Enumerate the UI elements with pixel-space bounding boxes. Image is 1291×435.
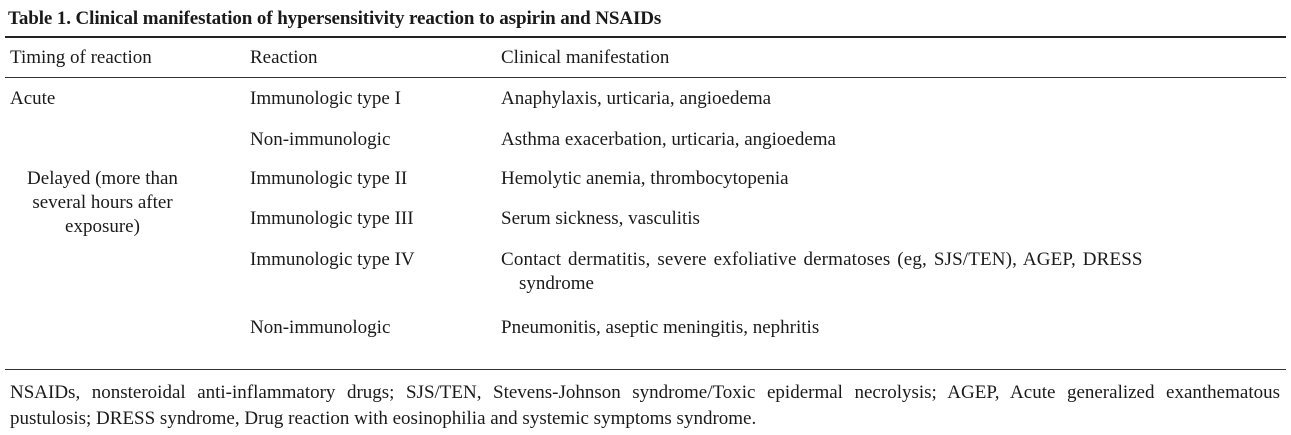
row-reaction: Non-immunologic — [250, 129, 391, 150]
timing-delayed-line: several hours after — [32, 192, 173, 213]
timing-delayed-line: Delayed (more than — [27, 168, 178, 189]
row-reaction: Immunologic type I — [250, 88, 401, 109]
row-reaction: Immunologic type II — [250, 168, 408, 189]
timing-delayed — [10, 167, 195, 239]
row-reaction: Non-immunologic — [250, 317, 391, 338]
header-manifestation: Clinical manifestation — [501, 46, 670, 68]
timing-acute: Acute — [10, 88, 56, 109]
row-manifestation-line: syndrome — [519, 273, 594, 294]
row-manifestation: Asthma exacerbation, urticaria, angioedema — [501, 129, 836, 150]
timing-delayed-line: exposure) — [65, 216, 140, 237]
table-title: Table 1. Clinical manifestation of hypersensitivity reaction to aspirin and NSAIDs — [8, 8, 662, 29]
table-footnote: NSAIDs, nonsteroidal anti-inflammatory drugs; SJS/TEN, Stevens-Johnson syndrome/Toxic epidermal necrolysis; AGEP, Acute generalized exanthematous pustulosis; DRESS syndrome, Drug reaction with eosinophilia and systemic symptoms syndrome. — [10, 382, 1280, 429]
table-bottom-rule — [5, 369, 1286, 370]
row-manifestation: Anaphylaxis, urticaria, angioedema — [501, 88, 772, 109]
row-manifestation: Pneumonitis, aseptic meningitis, nephritis — [501, 317, 820, 338]
table-header-row — [5, 38, 1286, 77]
header-reaction: Reaction — [250, 46, 318, 68]
row-manifestation: Serum sickness, vasculitis — [501, 208, 700, 229]
row-reaction: Immunologic type IV — [250, 249, 415, 270]
row-manifestation-multiline — [501, 248, 1284, 296]
row-reaction: Immunologic type III — [250, 208, 414, 229]
table-container — [5, 0, 1286, 432]
header-timing: Timing of reaction — [10, 46, 152, 68]
table-body — [5, 78, 1286, 369]
row-manifestation-line: Contact dermatitis, severe exfoliative dermatoses (eg, SJS/TEN), AGEP, DRESS — [501, 249, 1143, 270]
row-manifestation: Hemolytic anemia, thrombocytopenia — [501, 168, 789, 189]
